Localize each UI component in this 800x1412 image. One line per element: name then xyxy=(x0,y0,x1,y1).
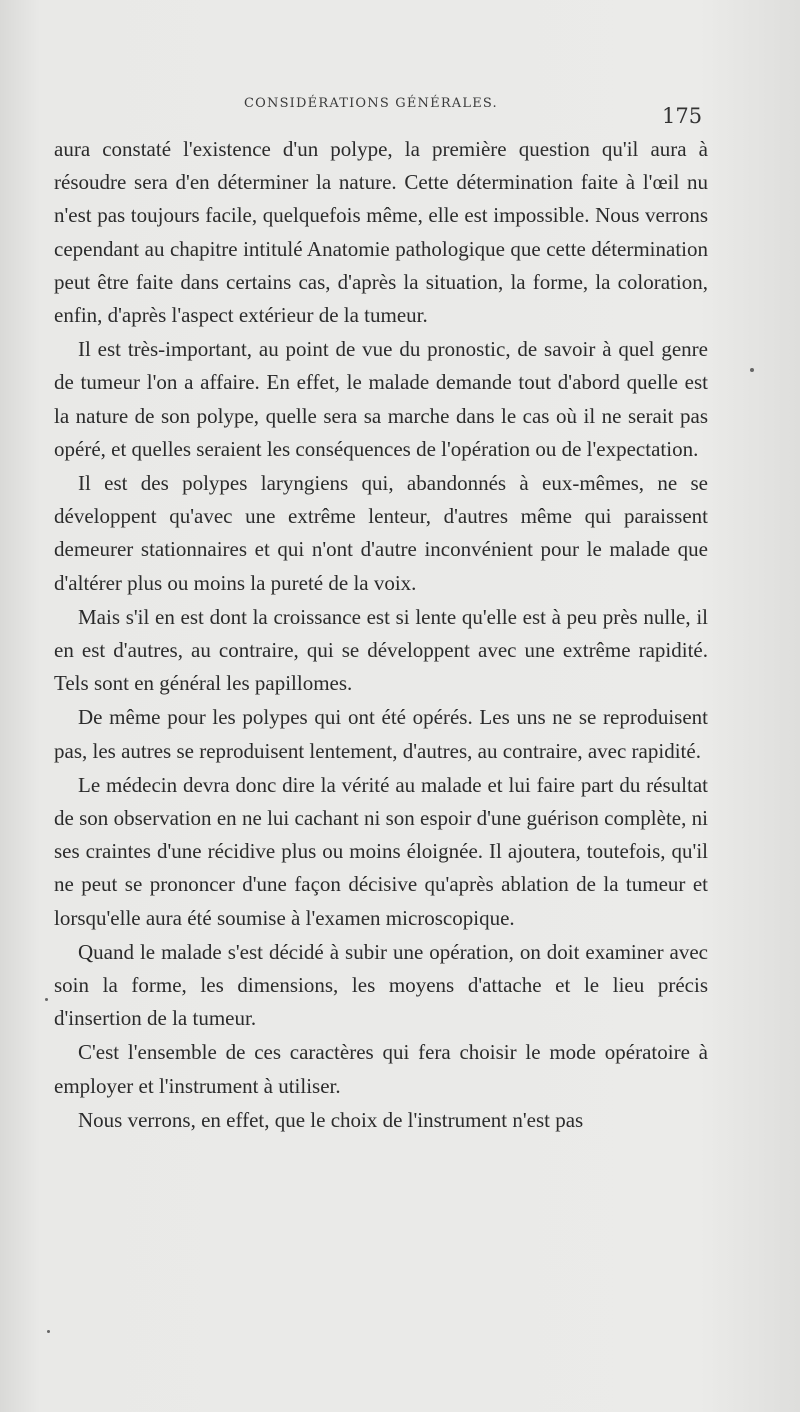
paragraph-5: De même pour les polypes qui ont été opérés. Les uns ne se reproduisent pas, les autres se reproduisent lentement, d'autres, au contraire, avec rapidité. xyxy=(54,705,708,763)
paragraph-8: C'est l'ensemble de ces caractères qui fera choisir le mode opératoire à employer et l'instrument à utiliser. xyxy=(54,1040,708,1098)
ink-speck xyxy=(750,368,754,372)
paragraph-4: Mais s'il en est dont la croissance est si lente qu'elle est à peu près nulle, il en est d'autres, au contraire, qui se développent avec une extrême rapidité. Tels sont en général les papillomes. xyxy=(54,604,708,696)
paragraph-6: Le médecin devra donc dire la vérité au malade et lui faire part du résultat de son observation en ne lui cachant ni son espoir d'une guérison complète, ni ses craintes d'une récidive plus ou moins éloignée. Il ajoutera, toutefois, qu'il ne peut se prononcer d'une façon décisive qu'après ablation de la tumeur et lorsqu'elle aura été soumise à l'examen microscopique. xyxy=(54,772,708,930)
paragraph-9: Nous verrons, en effet, que le choix de l'instrument n'est pas xyxy=(78,1107,584,1132)
page-number: 175 xyxy=(662,104,703,128)
ink-speck xyxy=(45,998,48,1001)
running-head xyxy=(0,96,800,136)
paragraph-2: Il est très-important, au point de vue du pronostic, de savoir à quel genre de tumeur l'on a affaire. En effet, le malade demande tout d'abord quelle est la nature de son polype, quelle sera sa marche dans le cas où il ne serait pas opéré, et quelles seraient les conséquences de l'opération ou de l'expectation. xyxy=(54,337,708,461)
paragraph-3: Il est des polypes laryngiens qui, abandonnés à eux-mêmes, ne se développent qu'avec une extrême lenteur, d'autres même qui paraissent demeurer stationnaires et qui n'ont d'autre inconvénient pour le malade que d'altérer plus ou moins la pureté de la voix. xyxy=(54,471,708,595)
paragraph-7: Quand le malade s'est décidé à subir une opération, on doit examiner avec soin la forme, les dimensions, les moyens d'attache et le lieu précis d'insertion de la tumeur. xyxy=(54,939,708,1031)
body-text xyxy=(54,133,708,1137)
paragraph-1: aura constaté l'existence d'un polype, la première question qu'il aura à résoudre sera d'en déterminer la nature. Cette détermination faite à l'œil nu n'est pas toujours facile, quelquefois même, elle est impossible. Nous verrons cependant au chapitre intitulé Anatomie pathologique que cette détermination peut être faite dans certains cas, d'après la situation, la forme, la coloration, enfin, d'après l'aspect extérieur de la tumeur. xyxy=(54,137,708,328)
ink-speck xyxy=(47,1330,50,1333)
running-head-title: CONSIDÉRATIONS GÉNÉRALES. xyxy=(244,96,498,111)
